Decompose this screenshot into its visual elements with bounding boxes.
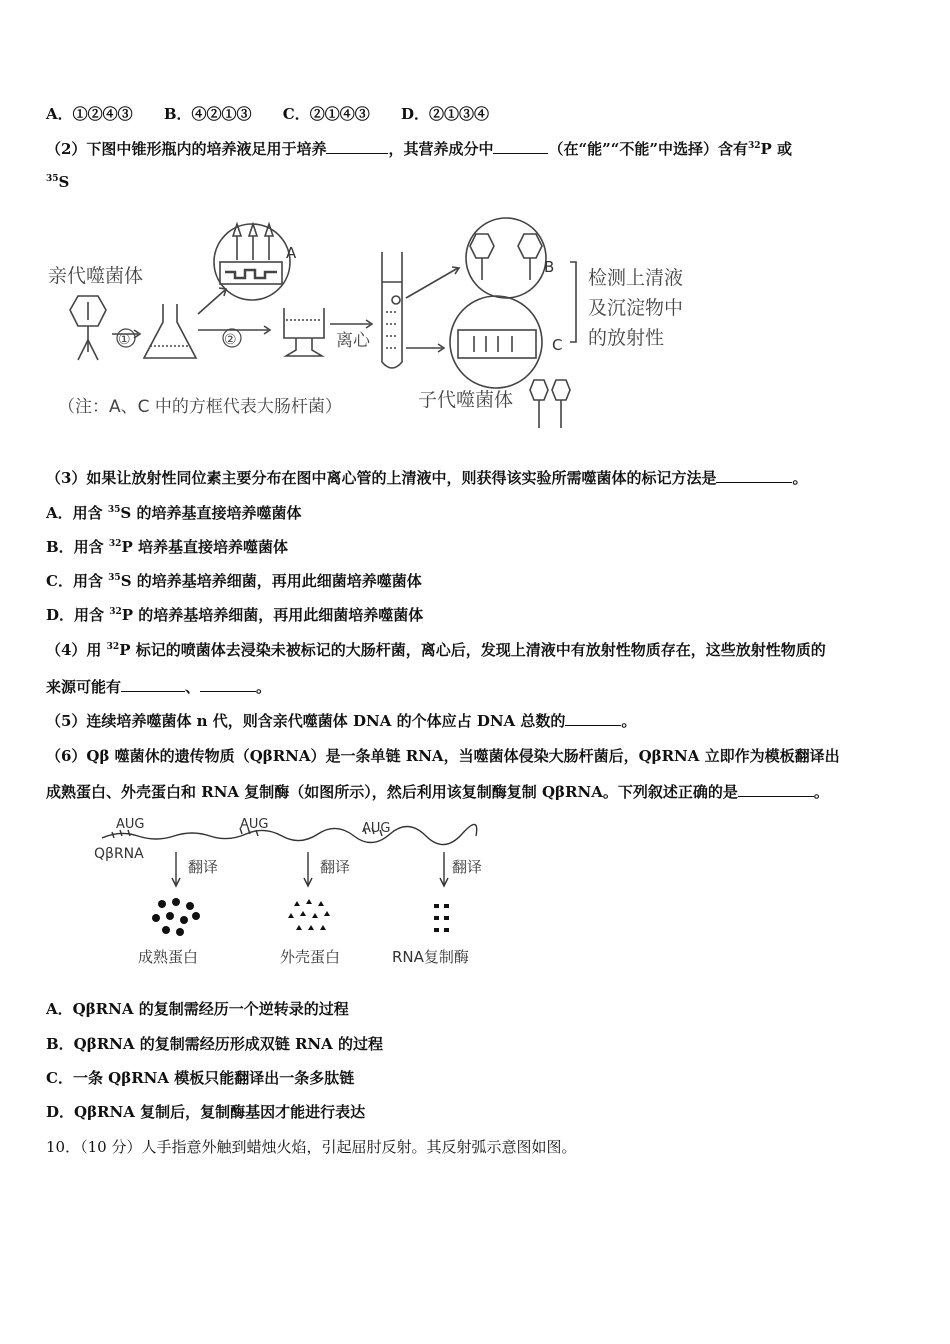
option-c: C．②①④③ xyxy=(282,105,370,123)
product-3-label: RNA复制酶 xyxy=(392,948,469,966)
question-5: （5）连续培养噬菌体 n 代，则含亲代噬菌体 DNA 的个体应占 DNA 总数的 。 xyxy=(46,712,637,730)
offspring-phage-label: 子代噬菌体 xyxy=(418,389,514,411)
detect-line2: 及沉淀物中 xyxy=(588,297,684,319)
replicase-squares xyxy=(434,904,449,932)
label-c: C xyxy=(552,336,563,354)
codon-1: AUG xyxy=(116,817,145,832)
translate-label-1: 翻译 xyxy=(188,858,219,876)
answer-blank xyxy=(738,782,814,797)
detect-line1: 检测上清液 xyxy=(588,267,684,289)
parent-phage-icon xyxy=(70,296,106,360)
question-2-line1: （2）下图中锥形瓶内的培养液足用于培养 ，其营养成分中 （在“能”“不能”中选择）含有$^{32}$P 或 xyxy=(46,140,793,158)
q6-option-b: B．QβRNA 的复制需经历形成双链 RNA 的过程 xyxy=(46,1035,384,1053)
label-a: A xyxy=(286,244,297,262)
q3-option-b: B．用含 $^{32}$P 培养基直接培养噬菌体 xyxy=(46,538,288,556)
product-1-label: 成熟蛋白 xyxy=(138,948,199,966)
question-4-line2: 来源可能有 、 。 xyxy=(46,678,272,696)
figure-note: （注：A、C 中的方框代表大肠杆菌） xyxy=(58,397,342,417)
question-2-line2: $^{35}$S xyxy=(46,173,70,191)
answer-blank xyxy=(565,711,621,726)
translate-label-2: 翻译 xyxy=(320,858,351,876)
circle-a xyxy=(214,224,290,300)
question-6-line2: 成熟蛋白、外壳蛋白和 RNA 复制酶（如图所示），然后利用该复制酶复制 QβRNA。下列叙述正确的是 。 xyxy=(46,783,829,801)
step-1-label: ① xyxy=(118,332,131,348)
circle-c xyxy=(450,296,542,388)
conical-flask xyxy=(144,304,196,358)
answer-blank xyxy=(326,139,388,154)
parent-phage-label: 亲代噬菌体 xyxy=(48,265,144,287)
translate-label-3: 翻译 xyxy=(452,858,483,876)
beaker xyxy=(284,308,324,356)
answer-blank xyxy=(716,468,792,483)
q3-option-d: D．用含 $^{32}$P 的培养基培养细菌，再用此细菌培养噬菌体 xyxy=(46,606,424,624)
option-a: A．①②④③ xyxy=(46,105,133,123)
question-3-stem: （3）如果让放射性同位素主要分布在图中离心管的上清液中，则获得该实验所需噬菌体的标记方法是 。 xyxy=(46,469,808,487)
offspring-phage-icon xyxy=(530,380,570,428)
option-b: B．④②①③ xyxy=(163,105,252,123)
q3-option-c: C．用含 $^{35}$S 的培养基培养细菌，再用此细菌培养噬菌体 xyxy=(46,572,422,590)
q6-option-d: D．QβRNA 复制后，复制酶基因才能进行表达 xyxy=(46,1103,366,1121)
circle-b xyxy=(466,218,546,298)
step-2-label: ② xyxy=(224,332,237,348)
codon-2: AUG xyxy=(240,817,269,832)
question-10: 10．（10 分）人手指意外触到蜡烛火焰，引起屈肘反射。其反射弧示意图如图。 xyxy=(46,1138,577,1156)
codon-3: AUG xyxy=(362,821,391,836)
question-6-line1: （6）Qβ 噬菌休的遗传物质（QβRNA）是一条单链 RNA，当噬菌体侵染大肠杆菌后，QβRNA 立即作为模板翻译出 xyxy=(46,747,840,765)
qbeta-rna-figure xyxy=(92,812,522,974)
label-b: B xyxy=(544,258,555,276)
q2-options xyxy=(46,103,489,124)
centrifuge-tube xyxy=(382,252,402,368)
answer-blank xyxy=(121,677,185,692)
answer-blank xyxy=(493,139,548,154)
detect-line3: 的放射性 xyxy=(588,327,665,349)
q6-option-a: A．QβRNA 的复制需经历一个逆转录的过程 xyxy=(46,1000,349,1018)
mature-protein-dots xyxy=(152,898,200,936)
coat-protein-triangles xyxy=(288,899,330,930)
q3-option-a: A．用含 $^{35}$S 的培养基直接培养噬菌体 xyxy=(46,504,302,522)
answer-blank xyxy=(200,677,256,692)
question-4-line1: （4）用 $^{32}$P 标记的喷菌体去浸染未被标记的大肠杆菌，离心后，发现上清液中有放射性物质存在，这些放射性物质的 xyxy=(46,641,826,659)
q6-option-c: C．一条 QβRNA 模板只能翻译出一条多肽链 xyxy=(46,1069,355,1087)
option-d: D．②①③④ xyxy=(400,105,489,123)
rna-label: QβRNA xyxy=(94,846,144,862)
phage-experiment-figure xyxy=(40,212,720,437)
centrifuge-label: 离心 xyxy=(336,331,370,351)
product-2-label: 外壳蛋白 xyxy=(280,948,341,966)
